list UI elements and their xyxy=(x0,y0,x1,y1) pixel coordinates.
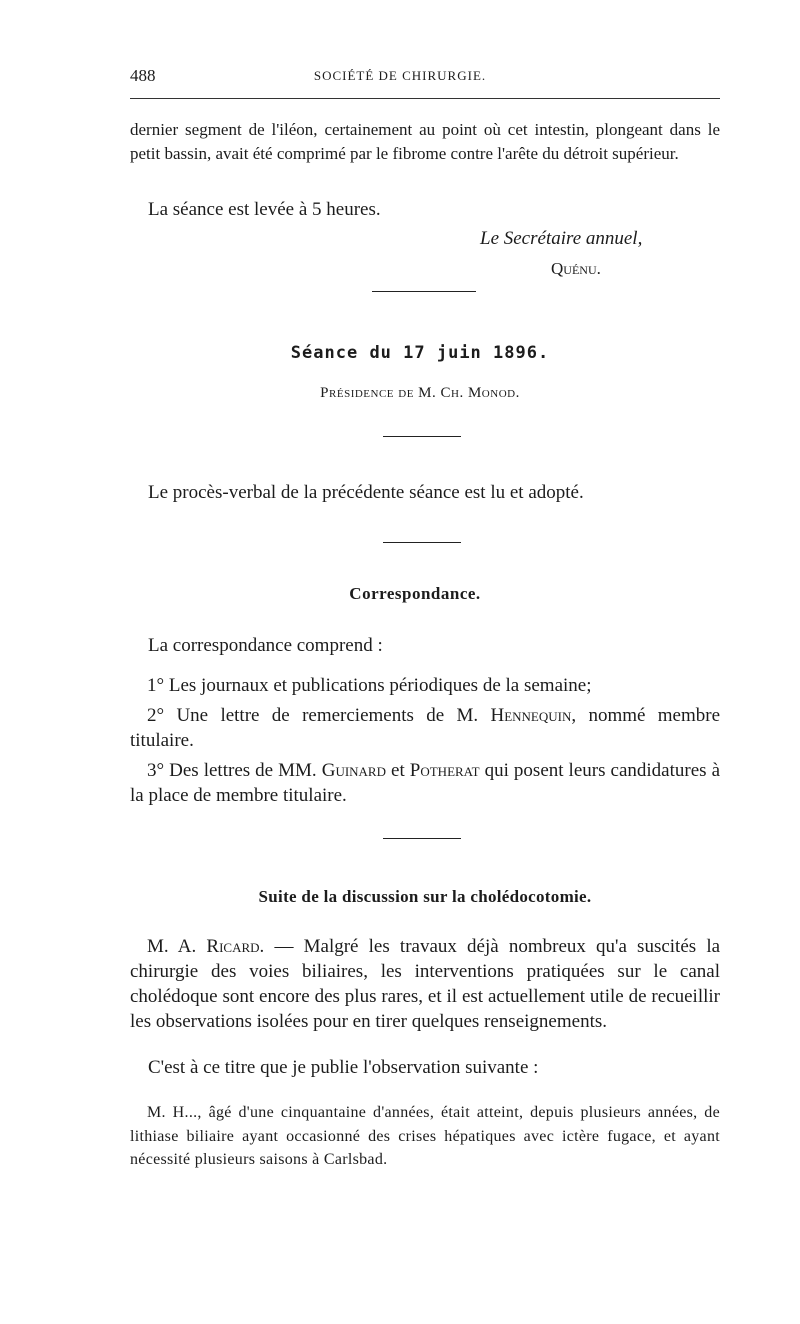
list-item xyxy=(130,673,720,698)
section-rule xyxy=(383,542,461,543)
paragraph-text: Malgré les travaux déjà nombreux qu'a suscités la chirurgie des voies biliaires, les interventions pratiquées sur le canal cholédoque sont encore des plus rares, et il est actuellement utile de recueillir les observations isolées pour en tirer quelques renseignements. xyxy=(130,936,721,1032)
speaker-separator: . — xyxy=(259,936,294,957)
observation-intro: C'est à ce titre que je publie l'observation suivante : xyxy=(148,1057,539,1078)
list-item-number: 1° xyxy=(147,675,165,696)
list-item-text: Des lettres de MM. xyxy=(169,760,317,781)
list-item-number: 3° xyxy=(147,760,165,781)
ricard-paragraph xyxy=(130,934,720,1034)
member-name: Potherat xyxy=(409,760,480,781)
list-item-text: Une lettre de remerciements de M. xyxy=(176,705,479,726)
member-name: Guinard xyxy=(321,760,386,781)
list-item-text: , nommé membre titulaire. xyxy=(130,705,721,751)
speaker-name: Ricard xyxy=(206,936,260,957)
list-item-text: et xyxy=(391,760,405,781)
correspondance-list xyxy=(130,673,720,813)
signature-name: Quénu. xyxy=(551,259,601,278)
running-title: SOCIÉTÉ DE CHIRURGIE. xyxy=(313,68,487,83)
presidence-line: Présidence de M. Ch. Monod. xyxy=(320,385,520,401)
seance-title: Séance du 17 juin 1896. xyxy=(290,343,550,363)
seance-levee-line: La séance est levée à 5 heures. xyxy=(148,199,381,220)
list-item xyxy=(130,703,720,753)
page-number: 488 xyxy=(130,66,156,85)
section-rule xyxy=(383,838,461,839)
observation-text: M. H..., âgé d'une cinquantaine d'années, était atteint, depuis plusieurs années, de lithiase biliaire ayant occasionné des crises hépatiques avec ictère fugace, et ayant nécessité plusieurs saisons à Carlsbad. xyxy=(130,1104,720,1168)
correspondance-intro: La correspondance comprend : xyxy=(148,635,383,656)
list-item-number: 2° xyxy=(147,705,165,726)
list-item xyxy=(130,758,720,808)
correspondance-heading: Correspondance. xyxy=(349,584,481,603)
section-rule xyxy=(383,436,461,437)
member-name: Hennequin xyxy=(490,705,572,726)
list-item-text: qui posent leurs candidatures à la place de membre titulaire. xyxy=(130,760,720,806)
proces-verbal-line: Le procès-verbal de la précédente séance est lu et adopté. xyxy=(148,482,584,503)
speaker-prefix: M. A. xyxy=(147,936,197,957)
carryover-paragraph: dernier segment de l'iléon, certainement au point où cet intestin, plongeant dans le petit bassin, avait été comprimé par le fibrome contre l'arête du détroit supérieur. xyxy=(130,120,720,163)
list-item-text: Les journaux et publications périodiques de la semaine; xyxy=(168,675,592,696)
signature-title: Le Secrétaire annuel, xyxy=(480,228,643,249)
discussion-heading: Suite de la discussion sur la cholédocotomie. xyxy=(258,887,592,906)
section-rule xyxy=(372,291,476,292)
header-rule xyxy=(130,98,720,99)
